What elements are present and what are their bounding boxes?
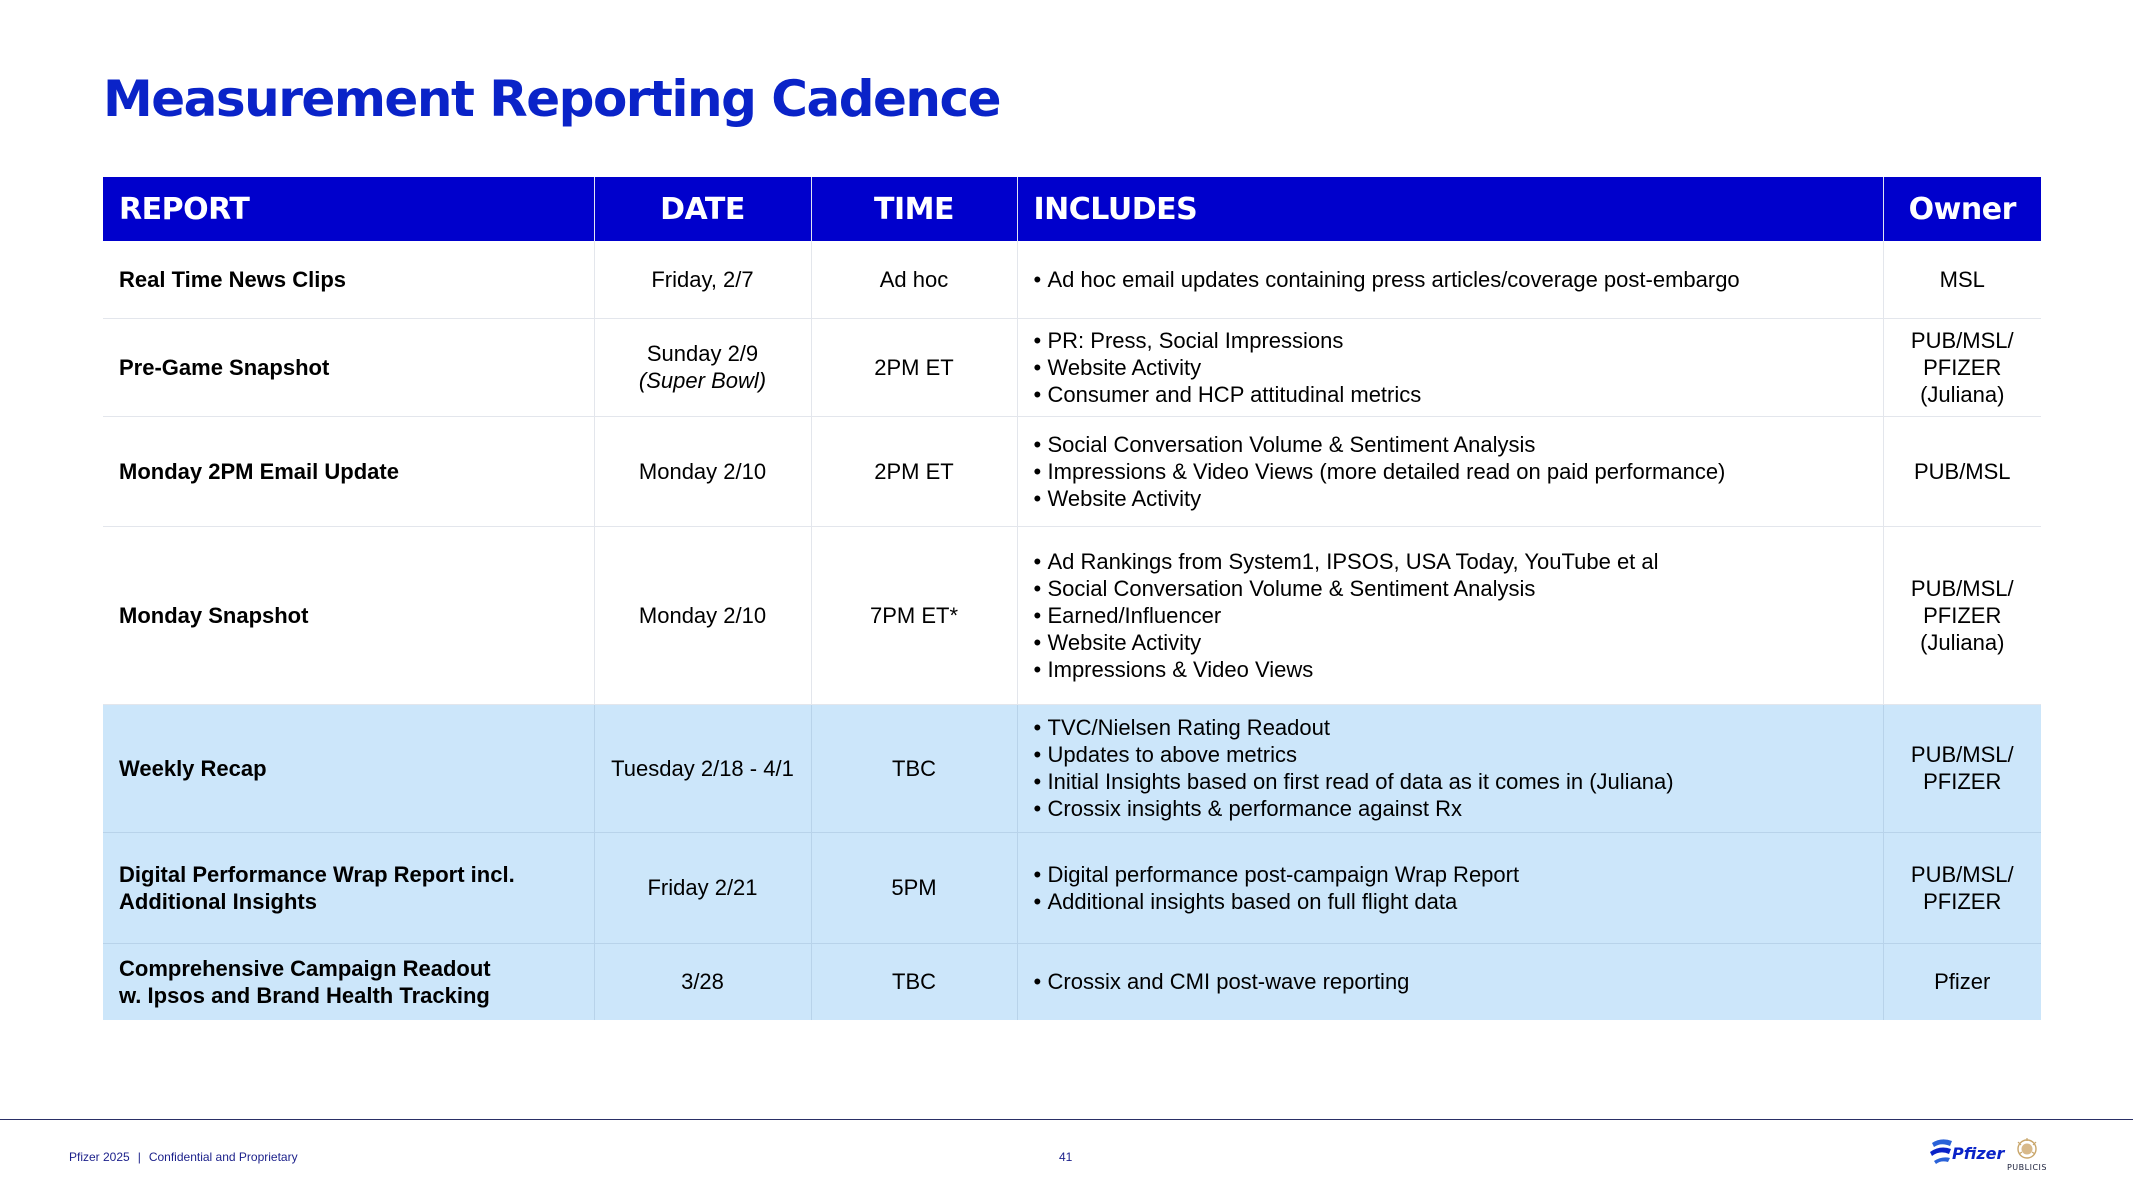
report-owner: MSL	[1939, 266, 1985, 292]
includes-cell	[1017, 241, 1883, 318]
report-owner: PFIZER	[1923, 602, 2002, 628]
report-name: Additional Insights	[119, 888, 317, 914]
report-owner: PUB/MSL/	[1910, 861, 2014, 887]
report-time: 2PM ET	[874, 458, 954, 484]
page-title: Measurement Reporting Cadence	[103, 70, 1001, 128]
table-row	[103, 943, 2041, 1020]
report-date-note: (Super Bowl)	[638, 368, 767, 393]
report-owner: Pfizer	[1934, 969, 1991, 995]
includes-list	[1034, 548, 1867, 683]
includes-list	[1034, 968, 1867, 995]
footer-separator: |	[137, 1150, 141, 1164]
includes-item: • Website Activity	[1034, 629, 1867, 656]
report-time: Ad hoc	[879, 266, 949, 292]
report-date: Friday, 2/7	[651, 266, 754, 292]
includes-cell	[1017, 943, 1883, 1020]
includes-list	[1034, 327, 1867, 408]
includes-cell	[1017, 416, 1883, 526]
time-cell	[811, 943, 1017, 1020]
report-date: 3/28	[681, 969, 724, 995]
report-owner: PUB/MSL	[1913, 458, 2011, 484]
table-row	[103, 318, 2041, 416]
report-owner: PUB/MSL/	[1910, 575, 2014, 601]
reporting-cadence-table	[103, 177, 2041, 1020]
brand-logos	[1928, 1134, 2058, 1174]
includes-item: • Social Conversation Volume & Sentiment Analysis	[1034, 431, 1867, 458]
footer-confidential: Confidential and Proprietary	[148, 1150, 298, 1164]
table-row	[103, 832, 2041, 943]
report-name-cell	[103, 416, 594, 526]
time-cell	[811, 241, 1017, 318]
report-name: Digital Performance Wrap Report incl.	[119, 861, 515, 887]
report-owner: (Juliana)	[1920, 381, 2005, 407]
time-cell	[811, 832, 1017, 943]
date-cell	[594, 416, 811, 526]
footer-copyright: Pfizer 2025	[69, 1150, 130, 1164]
date-cell	[594, 832, 811, 943]
table-row	[103, 416, 2041, 526]
includes-item: • TVC/Nielsen Rating Readout	[1034, 714, 1867, 741]
date-cell	[594, 318, 811, 416]
time-cell	[811, 526, 1017, 704]
includes-item: • Ad Rankings from System1, IPSOS, USA Today, YouTube et al	[1034, 548, 1867, 575]
report-name-cell	[103, 526, 594, 704]
table-row	[103, 241, 2041, 318]
time-cell	[811, 318, 1017, 416]
includes-cell	[1017, 318, 1883, 416]
report-name-cell	[103, 318, 594, 416]
includes-item: • Website Activity	[1034, 354, 1867, 381]
report-date: Monday 2/10	[638, 458, 767, 484]
report-owner: (Juliana)	[1920, 629, 2005, 655]
includes-list	[1034, 861, 1867, 915]
includes-item: • Social Conversation Volume & Sentiment Analysis	[1034, 575, 1867, 602]
report-name: Pre-Game Snapshot	[119, 354, 330, 380]
time-cell	[811, 416, 1017, 526]
includes-item: • Crossix and CMI post-wave reporting	[1034, 968, 1867, 995]
report-date: Sunday 2/9	[646, 341, 759, 366]
owner-cell	[1883, 526, 2041, 704]
includes-item: • Additional insights based on full flight data	[1034, 888, 1867, 915]
owner-cell	[1883, 241, 2041, 318]
includes-cell	[1017, 704, 1883, 832]
report-name: Comprehensive Campaign Readout	[119, 955, 491, 981]
report-date: Tuesday 2/18 - 4/1	[611, 755, 794, 781]
includes-cell	[1017, 832, 1883, 943]
report-time: TBC	[892, 969, 936, 995]
includes-cell	[1017, 526, 1883, 704]
time-cell	[811, 704, 1017, 832]
report-name-cell	[103, 832, 594, 943]
table-row	[103, 526, 2041, 704]
report-owner: PUB/MSL/	[1910, 327, 2014, 353]
includes-item: • Impressions & Video Views (more detailed read on paid performance)	[1034, 458, 1867, 485]
includes-item: • Consumer and HCP attitudinal metrics	[1034, 381, 1867, 408]
owner-cell	[1883, 318, 2041, 416]
table-body	[103, 241, 2041, 1020]
report-name-cell	[103, 943, 594, 1020]
includes-list	[1034, 714, 1867, 822]
report-name-cell	[103, 704, 594, 832]
report-time: 2PM ET	[874, 354, 954, 380]
column-header-time: TIME	[811, 177, 1017, 241]
report-time: TBC	[892, 755, 936, 781]
column-header-owner: Owner	[1883, 177, 2041, 241]
table-header-row	[103, 177, 2041, 241]
includes-item: • Initial Insights based on first read of data as it comes in (Juliana)	[1034, 768, 1867, 795]
includes-item: • Impressions & Video Views	[1034, 656, 1867, 683]
report-name: Real Time News Clips	[119, 266, 347, 292]
owner-cell	[1883, 943, 2041, 1020]
report-name: w. Ipsos and Brand Health Tracking	[119, 982, 490, 1008]
includes-item: • Earned/Influencer	[1034, 602, 1867, 629]
footer-divider	[0, 1119, 2133, 1120]
pfizer-logo-text: Pfizer	[1952, 1144, 2005, 1163]
report-owner: PUB/MSL/	[1910, 742, 2014, 767]
includes-item: • Digital performance post-campaign Wrap Report	[1034, 861, 1867, 888]
report-owner: PFIZER	[1923, 354, 2002, 380]
date-cell	[594, 526, 811, 704]
table-row	[103, 704, 2041, 832]
report-time: 5PM	[891, 875, 937, 900]
column-header-includes: INCLUDES	[1017, 177, 1883, 241]
includes-item: • PR: Press, Social Impressions	[1034, 327, 1867, 354]
report-date: Friday 2/21	[647, 875, 758, 900]
page-number: 41	[1059, 1150, 1073, 1164]
report-time: 7PM ET*	[869, 602, 959, 628]
date-cell	[594, 241, 811, 318]
date-cell	[594, 943, 811, 1020]
includes-item: • Crossix insights & performance against Rx	[1034, 795, 1867, 822]
report-date: Monday 2/10	[638, 602, 767, 628]
footer-legal	[69, 1150, 298, 1164]
includes-list	[1034, 266, 1867, 293]
column-header-date: DATE	[594, 177, 811, 241]
includes-list	[1034, 431, 1867, 512]
includes-item: • Updates to above metrics	[1034, 741, 1867, 768]
report-name: Monday Snapshot	[119, 602, 309, 628]
pfizer-logo-icon	[1930, 1139, 1952, 1164]
publicis-lion-icon	[2018, 1138, 2036, 1158]
report-owner: PFIZER	[1923, 769, 2002, 794]
owner-cell	[1883, 704, 2041, 832]
includes-item: • Website Activity	[1034, 485, 1867, 512]
date-cell	[594, 704, 811, 832]
owner-cell	[1883, 832, 2041, 943]
report-name: Monday 2PM Email Update	[119, 458, 399, 484]
includes-item: • Ad hoc email updates containing press articles/coverage post-embargo	[1034, 266, 1867, 293]
publicis-logo-text: PUBLICIS	[2006, 1163, 2048, 1172]
owner-cell	[1883, 416, 2041, 526]
report-name-cell	[103, 241, 594, 318]
column-header-report: REPORT	[103, 177, 594, 241]
report-owner: PFIZER	[1923, 888, 2002, 914]
report-name: Weekly Recap	[119, 755, 267, 781]
